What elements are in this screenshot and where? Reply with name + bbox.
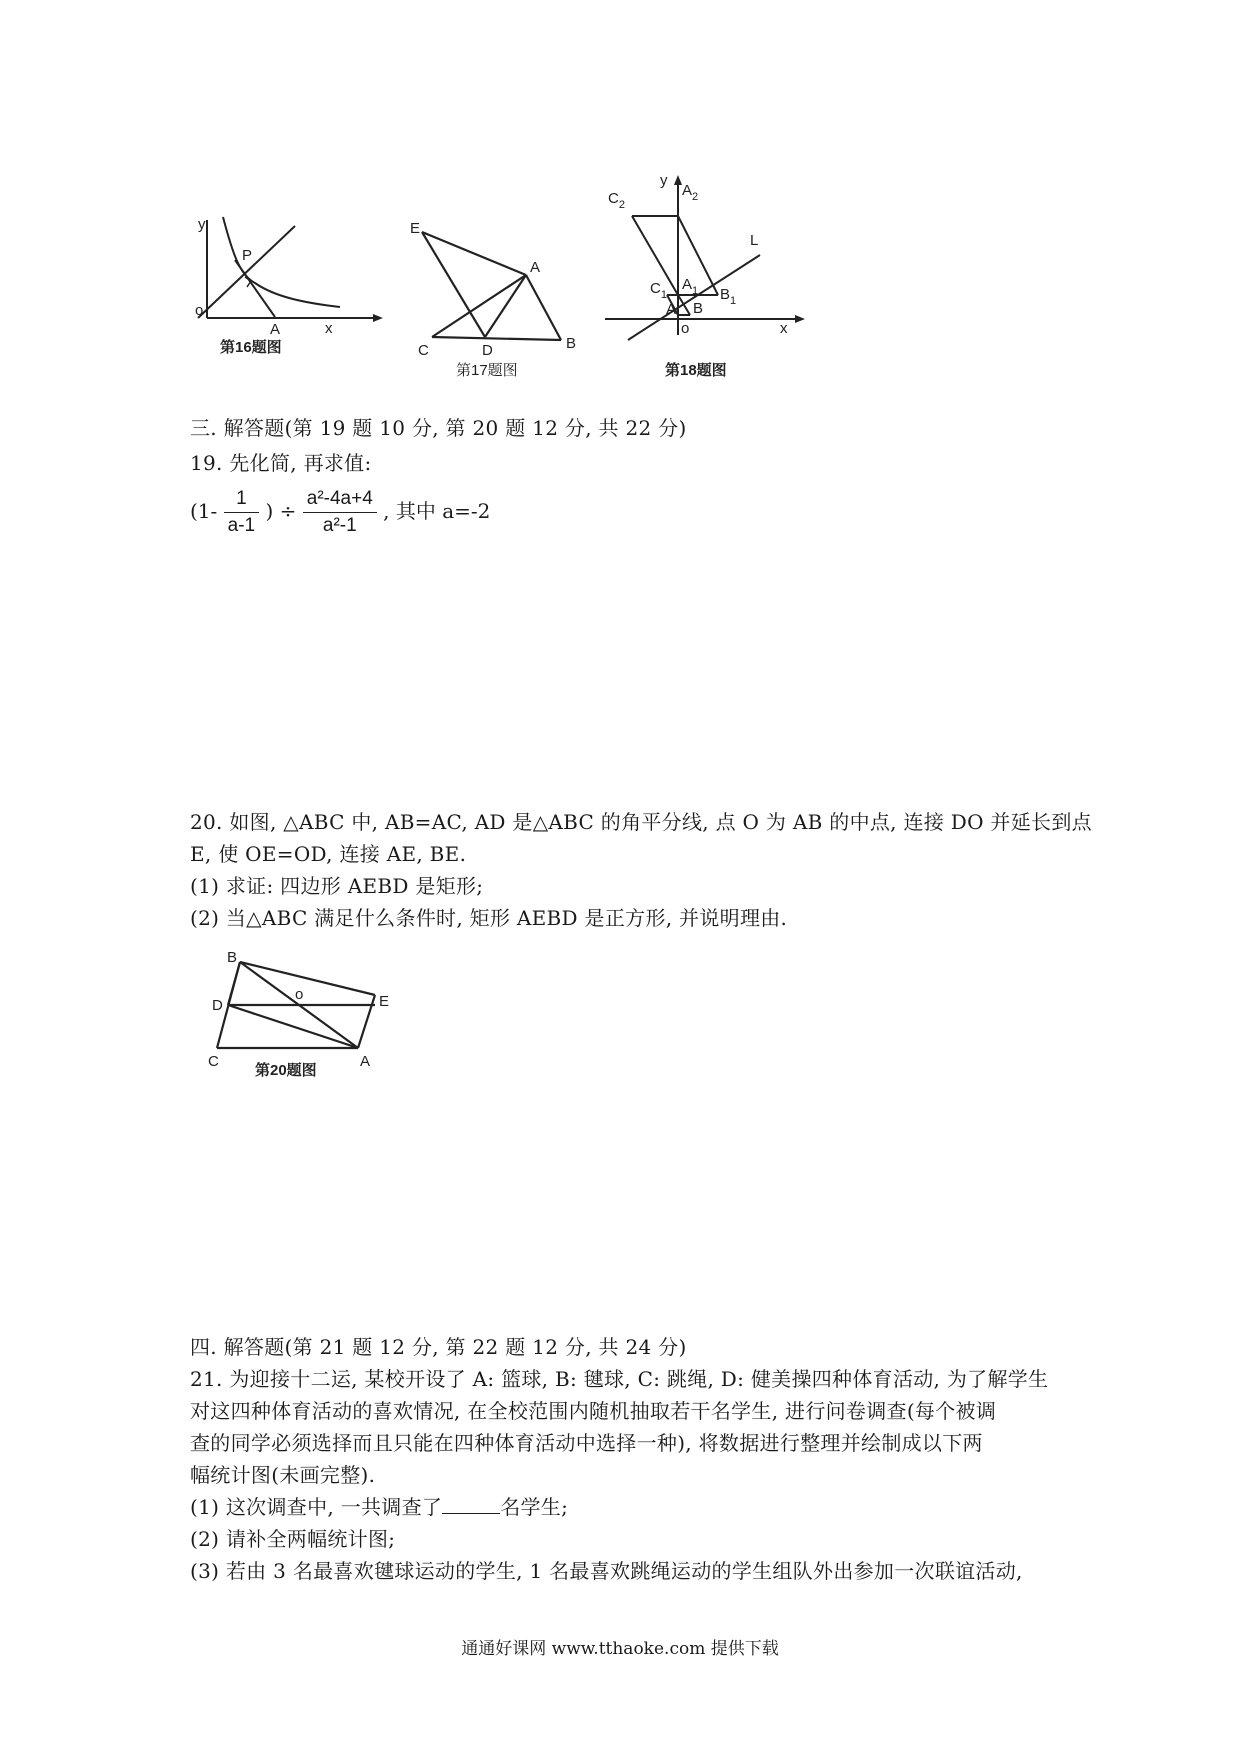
label-c1: $C_1$	[650, 280, 667, 301]
figure-20	[205, 950, 400, 1085]
line-op	[198, 226, 295, 318]
figure-17	[408, 215, 583, 380]
question-21-line-1: 21. 为迎接十二运, 某校开设了 A: 篮球, B: 毽球, C: 跳绳, D: 健美操四种体育活动, 为了解学生	[190, 1367, 1049, 1391]
fraction-2-denominator: a²-1	[322, 515, 357, 536]
question-20-part-1: (1) 求证: 四边形 AEBD 是矩形;	[190, 874, 484, 898]
segment-ea	[422, 232, 526, 275]
question-20-part-2: (2) 当△ABC 满足什么条件时, 矩形 AEBD 是正方形, 并说明理由.	[190, 906, 788, 930]
x-axis-arrow	[373, 314, 383, 322]
fraction-2-numerator: a²-4a+4	[303, 488, 377, 513]
label-l: L	[750, 232, 759, 249]
question-19-formula	[190, 488, 490, 537]
label-d: D	[212, 997, 223, 1014]
label-b1: $B_1$	[720, 286, 737, 307]
label-y: y	[198, 216, 206, 233]
question-21-part-1-text: (1) 这次调查中, 一共调查了	[190, 1495, 443, 1519]
label-a1: $A_1$	[682, 276, 699, 297]
label-e: E	[379, 993, 390, 1010]
question-20-line-1: 20. 如图, △ABC 中, AB=AC, AD 是△ABC 的角平分线, 点 O 为 AB 的中点, 连接 DO 并延长到点	[190, 810, 1092, 834]
question-21-line-4: 幅统计图(未画完整).	[190, 1463, 376, 1487]
fraction-1	[224, 488, 259, 537]
x-axis-arrow	[795, 315, 805, 323]
figure-20-caption: 第20题图	[255, 1062, 317, 1079]
hyperbola-curve	[223, 217, 340, 307]
label-x: x	[780, 320, 788, 337]
line-l	[628, 255, 760, 340]
figure-18	[600, 175, 810, 385]
segment-cb	[432, 337, 561, 340]
segment-da	[228, 1005, 358, 1048]
segment-ab	[526, 275, 561, 340]
line-pa	[235, 260, 275, 317]
label-o: o	[195, 302, 204, 319]
fraction-1-denominator: a-1	[227, 515, 256, 536]
segment-ad	[485, 275, 526, 337]
y-axis-arrow	[674, 175, 682, 185]
question-21-part-2: (2) 请补全两幅统计图;	[190, 1527, 396, 1551]
segment-a1b	[678, 295, 690, 315]
figure-18-caption: 第18题图	[665, 362, 727, 379]
label-x: x	[325, 320, 333, 337]
figure-17-caption: 第17题图	[456, 362, 518, 379]
label-d: D	[482, 342, 493, 359]
label-y: y	[660, 175, 668, 189]
page-footer: 通通好课网 www.tthaoke.com 提供下载	[461, 1639, 779, 1659]
figure-16-caption: 第16题图	[220, 339, 282, 356]
label-a: A	[270, 321, 281, 338]
section-3-heading: 三. 解答题(第 19 题 10 分, 第 20 题 12 分, 共 22 分)	[190, 416, 687, 440]
label-a2: $A_2$	[682, 182, 699, 203]
label-o: o	[295, 986, 304, 1003]
question-21-part-3: (3) 若由 3 名最喜欢毽球运动的学生, 1 名最喜欢跳绳运动的学生组队外出参加一次联谊活动,	[190, 1559, 1023, 1583]
formula-mid: ) ÷	[265, 499, 297, 523]
question-21-line-3: 查的同学必须选择而且只能在四种体育活动中选择一种), 将数据进行整理并绘制成以下两	[190, 1431, 983, 1455]
question-19-prompt: 19. 先化简, 再求值:	[190, 451, 372, 475]
formula-open: (1-	[190, 499, 218, 523]
label-b: B	[693, 300, 704, 317]
label-e: E	[410, 220, 421, 237]
label-a: A	[530, 259, 541, 276]
formula-tail: , 其中 a=-2	[383, 499, 491, 523]
label-o: o	[681, 320, 690, 337]
fraction-2	[303, 488, 377, 537]
label-a: A	[360, 1053, 371, 1070]
label-c2: $C_2$	[608, 190, 625, 211]
segment-be	[240, 962, 375, 995]
label-c: C	[208, 1053, 219, 1070]
label-a: A	[666, 301, 677, 318]
section-4-heading: 四. 解答题(第 21 题 12 分, 第 22 题 12 分, 共 24 分)	[190, 1335, 687, 1359]
question-21-part-1	[190, 1492, 568, 1522]
label-p: P	[242, 247, 253, 264]
answer-blank[interactable]	[442, 1495, 500, 1514]
label-b: B	[566, 335, 577, 352]
fraction-1-numerator: 1	[224, 488, 259, 513]
figure-16	[195, 205, 390, 385]
question-21-line-2: 对这四种体育活动的喜欢情况, 在全校范围内随机抽取若干名学生, 进行问卷调查(每个被调	[190, 1399, 997, 1423]
segment-ed	[422, 232, 485, 337]
question-20-line-2: E, 使 OE=OD, 连接 AE, BE.	[190, 842, 467, 866]
segment-ea	[358, 995, 375, 1048]
label-b: B	[227, 950, 238, 966]
label-c: C	[418, 342, 429, 359]
question-21-part-1-suffix: 名学生;	[500, 1495, 569, 1519]
